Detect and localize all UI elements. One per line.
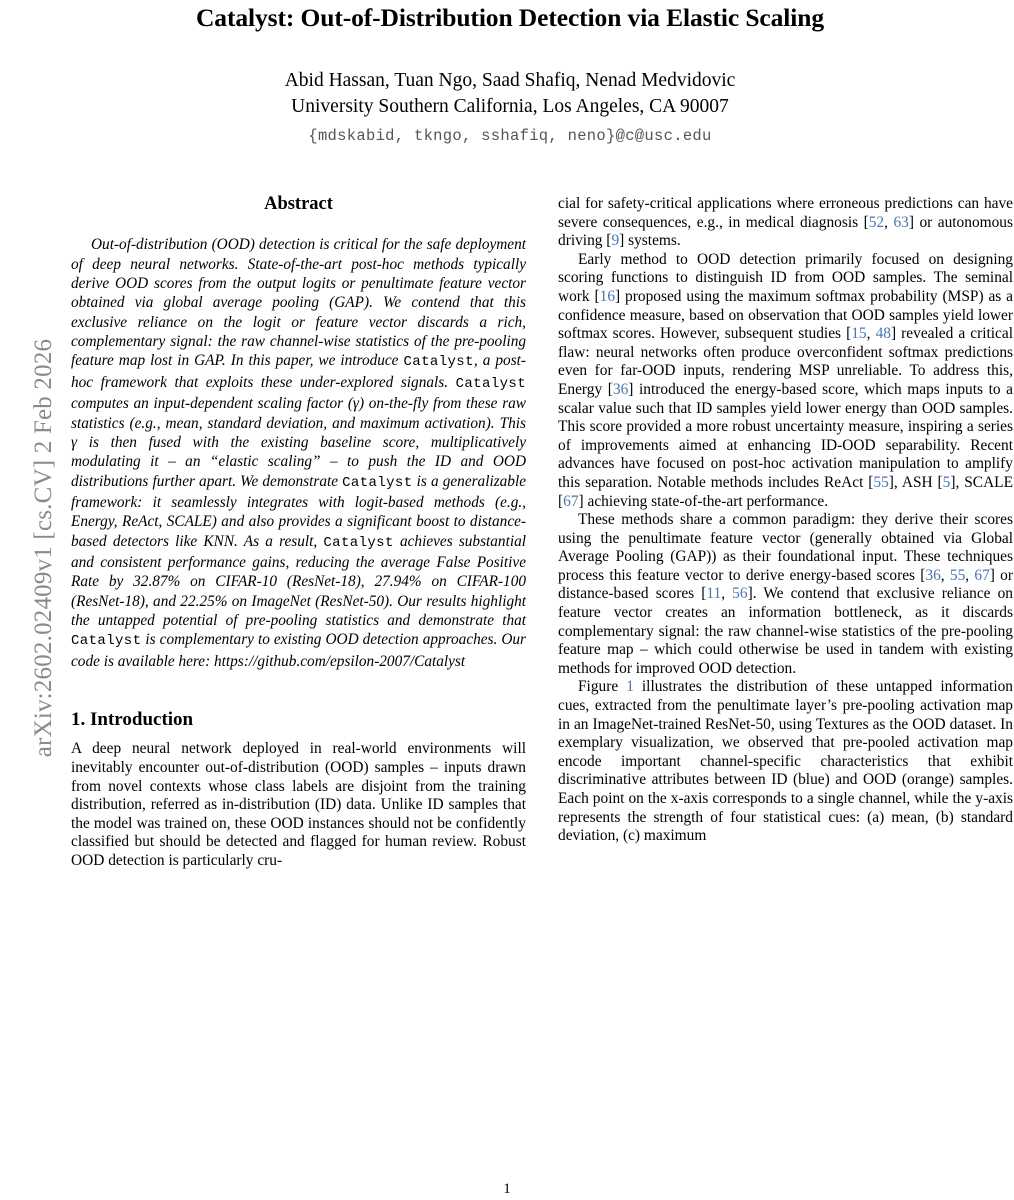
- citation-15[interactable]: 15: [851, 325, 867, 343]
- intro-p2-text-e: ], ASH [: [888, 473, 943, 491]
- catalyst-mono-2: Catalyst: [455, 375, 526, 392]
- catalyst-mono-1: Catalyst: [403, 354, 474, 371]
- intro-p4-text-a: Figure: [578, 678, 627, 696]
- citation-36a[interactable]: 36: [612, 380, 629, 398]
- abstract-text-d: is a generalizable framework: it seamlessly integrates with logit-based methods (e.g., Energy, ReAct, SCALE) and also provides a significant boost to distance-based detectors like KNN. As a result,: [71, 472, 526, 550]
- author-names: Abid Hassan, Tuan Ngo, Saad Shafiq, Nenad Medvidovic: [284, 70, 736, 91]
- catalyst-mono-5: Catalyst: [71, 633, 142, 650]
- citation-9[interactable]: 9: [611, 232, 620, 250]
- abstract-text-e: achieves substantial and consistent performance gains, reducing the average False Positive Rate by 32.87% on CIFAR-10 (ResNet-18), 27.94% on CIFAR-100 (ResNet-18), and 22.25% on ImageNet (ResNet-50). Our results highlight the untapped potential of pre-pooling statistics and demonstrate that: [71, 532, 526, 629]
- intro-p2-text-d: ] introduced the energy-based score, which maps inputs to a scalar value such that ID samples yield lower energy than OOD samples. This score provided a more robust uncertainty measure, inspiring a series of improvements aimed at enhancing ID-OOD separability. Recent advances have focused on post-hoc activation manipulation to amplify this separation. Notable methods includes ReAct [: [558, 380, 1014, 491]
- cite-sep-3: ,: [940, 566, 950, 584]
- intro-p3-text-a: These methods share a common paradigm: they derive their scores using the penultimate feature vector (generally obtained via Global Average Pooling (GAP)) as their foundational input. These techniques process this feature vector to derive energy-based scores [: [558, 511, 1013, 584]
- citation-36b[interactable]: 36: [925, 566, 941, 584]
- abstract-body: [71, 235, 526, 671]
- author-email: {mdskabid, tkngo, sshafiq, neno}@c@usc.edu: [308, 127, 712, 145]
- intro-paragraph-2: [558, 251, 1013, 511]
- citation-16[interactable]: 16: [599, 287, 616, 305]
- cite-sep-4: ,: [965, 566, 975, 584]
- section-heading-introduction: 1. Introduction: [71, 708, 194, 730]
- citation-55a[interactable]: 55: [873, 473, 889, 491]
- citation-11[interactable]: 11: [706, 585, 722, 603]
- arxiv-stamp: arXiv:2602.02409v1 [cs.CV] 2 Feb 2026: [30, 338, 57, 758]
- catalyst-mono-4: Catalyst: [323, 534, 394, 551]
- page-number: 1: [503, 1181, 511, 1197]
- citation-48[interactable]: 48: [875, 325, 891, 343]
- intro-p2-text-f: ], SCALE [: [558, 473, 1013, 510]
- intro-paragraph-1-continued: [558, 195, 1013, 251]
- cite-sep-5: ,: [721, 585, 733, 603]
- figure-reference-1[interactable]: 1: [626, 678, 634, 696]
- catalyst-mono-3: Catalyst: [342, 474, 413, 491]
- abstract-text-b: , a post-hoc framework that exploits these under-explored signals.: [71, 352, 526, 391]
- intro-paragraph-4: [558, 678, 1013, 845]
- intro-paragraph-1: A deep neural network deployed in real-world environments will inevitably encounter out-of-distribution (OOD) samples – inputs drawn from novel contexts whose class labels are disjoint from the training distribution, referred as in-distribution (ID) data. Unlike ID samples that the model was trained on, these OOD instances should not be confidently classified but should be detected and flagged for human review. Robust OOD detection is particularly cru-: [71, 740, 526, 869]
- authors-block: [70, 68, 950, 148]
- abstract-paragraph: [71, 235, 526, 671]
- cite-sep-1: ,: [884, 213, 894, 231]
- citation-55b[interactable]: 55: [949, 566, 966, 584]
- right-column: [558, 195, 1013, 846]
- intro-p1c-text-c: ] systems.: [619, 232, 681, 250]
- intro-p3-text-c: ]. We contend that exclusive reliance on feature vector creates an information bottleneck, as it discards complementary signal: the raw channel-wise statistics of the pre-pooling feature map – which could otherwise be used in tandem with existing methods for improved OOD detection.: [558, 585, 1013, 677]
- intro-p2-text-a: Early method to OOD detection primarily focused on designing scoring functions to distinguish ID from OOD samples. The seminal work [: [558, 250, 1013, 305]
- citation-56[interactable]: 56: [732, 585, 748, 603]
- citation-63[interactable]: 63: [893, 213, 909, 231]
- intro-p1c-text-b: ] or autonomous driving [: [558, 213, 1013, 250]
- abstract-heading: Abstract: [264, 194, 333, 214]
- intro-paragraph-3: [558, 511, 1013, 678]
- intro-p4-text-b: illustrates the distribution of these untapped information cues, extracted from the penultimate layer’s pre-pooling activation map in an ImageNet-trained ResNet-50, using Textures as the OOD dataset. In exemplary visualization, we observed that pre-pooled activation map encode important channel-specific characteristics that exhibit discriminative attributes between ID (blue) and OOD (orange) samples. Each point on the x-axis corresponds to a single channel, while the y-axis represents the strength of four statistical cues: (a) mean, (b) standard deviation, (c) maximum: [558, 678, 1013, 845]
- intro-p2-text-c: ] revealed a critical flaw: neural networks often produce overconfident softmax predictions even for far-OOD inputs, rendering MSP unreliable. To address this, Energy [: [558, 325, 1013, 398]
- intro-p2-text-b: ] proposed using the maximum softmax probability (MSP) as a confidence measure, based on observation that OOD samples yield lower softmax scores. However, subsequent studies [: [558, 287, 1013, 343]
- citation-5[interactable]: 5: [942, 473, 951, 491]
- left-column: [71, 195, 526, 871]
- abstract-text-c: computes an input-dependent scaling factor (γ) on-the-fly from these raw statistics (e.g., mean, standard deviation, and maximum activation). This γ is then fused with the existing baseline score, multiplicatively modulating it – an “elastic scaling” – to push the ID and OOD distributions further apart. We demonstrate: [71, 395, 526, 490]
- intro-p1c-text-a: cial for safety-critical applications where erroneous predictions can have severe consequences, e.g., in medical diagnosis [: [558, 195, 1013, 231]
- abstract-text-a: Out-of-distribution (OOD) detection is critical for the safe deployment of deep neural networks. State-of-the-art post-hoc methods typically derive OOD scores from the output logits or penultimate feature vector obtained via global average pooling (GAP). We contend that this exclusive reliance on the logit or feature vector discards a rich, complementary signal: the raw channel-wise statistics of the pre-pooling feature map lost in GAP. In this paper, we introduce: [71, 236, 526, 370]
- citation-67b[interactable]: 67: [974, 566, 990, 584]
- intro-p3-text-b: ] or distance-based scores [: [558, 566, 1013, 603]
- author-affiliation: University Southern California, Los Angeles, CA 90007: [291, 96, 729, 117]
- citation-67a[interactable]: 67: [563, 492, 579, 510]
- page-title: Catalyst: Out-of-Distribution Detection via Elastic Scaling: [195, 3, 824, 32]
- citation-52[interactable]: 52: [868, 213, 885, 231]
- abstract-text-f: is complementary to existing OOD detection approaches. Our code is available here: https://github.com/epsilon-2007/Catalyst: [71, 631, 526, 670]
- cite-sep-2: ,: [866, 325, 876, 343]
- intro-p2-text-g: ] achieving state-of-the-art performance.: [578, 492, 829, 510]
